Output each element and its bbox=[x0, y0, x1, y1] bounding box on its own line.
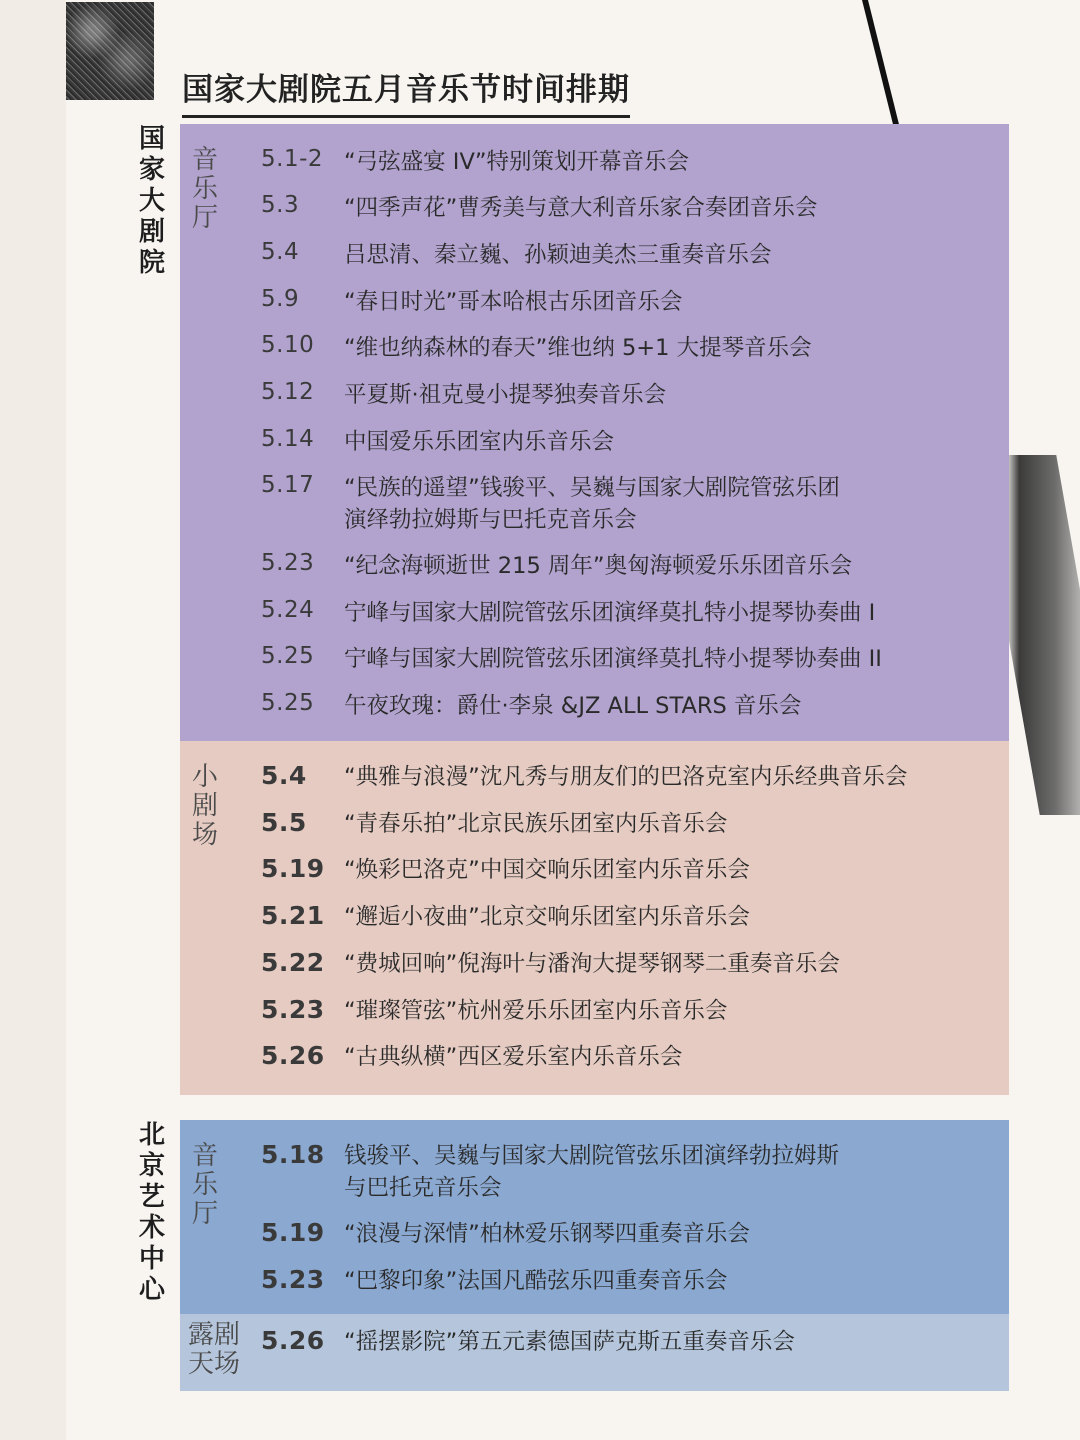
event-title: “维也纳森林的春天”维也纳 5+1 大提琴音乐会 bbox=[344, 335, 812, 361]
decorative-texture bbox=[66, 2, 154, 100]
event-title: “璀璨管弦”杭州爱乐乐团室内乐音乐会 bbox=[344, 998, 728, 1024]
schedule-block-bac-open-air-theatre bbox=[180, 1314, 1009, 1391]
page-title: 国家大剧院五月音乐节时间排期 bbox=[182, 64, 630, 118]
event-date: 5.5 bbox=[261, 808, 307, 837]
event-date: 5.9 bbox=[261, 286, 300, 312]
event-date: 5.14 bbox=[261, 426, 315, 452]
event-title: “民族的遥望”钱骏平、吴巍与国家大剧院管弦乐团 演绎勃拉姆斯与巴托克音乐会 bbox=[344, 475, 840, 533]
event-title: 宁峰与国家大剧院管弦乐团演绎莫扎特小提琴协奏曲 I bbox=[344, 600, 876, 626]
event-date: 5.4 bbox=[261, 761, 307, 790]
event-title: “典雅与浪漫”沈凡秀与朋友们的巴洛克室内乐经典音乐会 bbox=[344, 764, 908, 790]
event-date: 5.25 bbox=[261, 690, 315, 716]
hall-label: 音乐厅 bbox=[191, 145, 218, 233]
event-title: “青春乐拍”北京民族乐团室内乐音乐会 bbox=[344, 811, 728, 837]
event-date: 5.12 bbox=[261, 379, 315, 405]
event-date: 5.23 bbox=[261, 550, 315, 576]
event-date: 5.22 bbox=[261, 948, 325, 977]
event-date: 5.3 bbox=[261, 192, 300, 218]
hall-label: 小剧场 bbox=[191, 762, 218, 850]
event-title: 午夜玫瑰：爵仕·李泉 &JZ ALL STARS 音乐会 bbox=[344, 693, 802, 719]
event-title: 平夏斯·祖克曼小提琴独奏音乐会 bbox=[344, 382, 667, 408]
venue-label-beijing-art-center: 北京艺术中心 bbox=[138, 1120, 165, 1305]
schedule-block-bac-concert-hall bbox=[180, 1120, 1009, 1314]
venue-label-ncpa: 国家大剧院 bbox=[138, 124, 165, 278]
event-date: 5.26 bbox=[261, 1041, 325, 1070]
event-date: 5.25 bbox=[261, 643, 315, 669]
event-title: “费城回响”倪海叶与潘洵大提琴钢琴二重奏音乐会 bbox=[344, 951, 840, 977]
event-title: 吕思清、秦立巍、孙颖迪美杰三重奏音乐会 bbox=[344, 242, 772, 268]
schedule-block-ncpa-small-theatre bbox=[180, 741, 1009, 1095]
event-date: 5.1-2 bbox=[261, 146, 324, 172]
event-title: “春日时光”哥本哈根古乐团音乐会 bbox=[344, 289, 683, 315]
event-date: 5.24 bbox=[261, 597, 315, 623]
event-date: 5.26 bbox=[261, 1326, 325, 1355]
event-date: 5.10 bbox=[261, 332, 315, 358]
event-title: 钱骏平、吴巍与国家大剧院管弦乐团演绎勃拉姆斯 与巴托克音乐会 bbox=[344, 1143, 840, 1201]
event-date: 5.19 bbox=[261, 1218, 325, 1247]
event-title: “古典纵横”西区爱乐室内乐音乐会 bbox=[344, 1044, 683, 1070]
event-title: “浪漫与深情”柏林爱乐钢琴四重奏音乐会 bbox=[344, 1221, 750, 1247]
event-date: 5.21 bbox=[261, 901, 325, 930]
event-title: 中国爱乐乐团室内乐音乐会 bbox=[344, 429, 615, 455]
event-title: “四季声花”曹秀美与意大利音乐家合奏团音乐会 bbox=[344, 195, 818, 221]
hall-label: 音乐厅 bbox=[191, 1141, 218, 1229]
event-title: “焕彩巴洛克”中国交响乐团室内乐音乐会 bbox=[344, 857, 750, 883]
event-title: “纪念海顿逝世 215 周年”奥匈海顿爱乐乐团音乐会 bbox=[344, 553, 853, 579]
hall-label: 露剧天场 bbox=[187, 1320, 240, 1379]
event-date: 5.19 bbox=[261, 854, 325, 883]
event-title: “邂逅小夜曲”北京交响乐团室内乐音乐会 bbox=[344, 904, 750, 930]
event-title: “弓弦盛宴 IV”特别策划开幕音乐会 bbox=[344, 149, 689, 175]
event-date: 5.18 bbox=[261, 1140, 325, 1169]
event-date: 5.4 bbox=[261, 239, 300, 265]
event-date: 5.23 bbox=[261, 1265, 325, 1294]
event-title: “巴黎印象”法国凡酷弦乐四重奏音乐会 bbox=[344, 1268, 728, 1294]
event-title: “摇摆影院”第五元素德国萨克斯五重奏音乐会 bbox=[344, 1329, 795, 1355]
event-date: 5.17 bbox=[261, 472, 315, 498]
event-date: 5.23 bbox=[261, 995, 325, 1024]
event-title: 宁峰与国家大剧院管弦乐团演绎莫扎特小提琴协奏曲 II bbox=[344, 646, 882, 672]
schedule-block-ncpa-concert-hall bbox=[180, 124, 1009, 741]
